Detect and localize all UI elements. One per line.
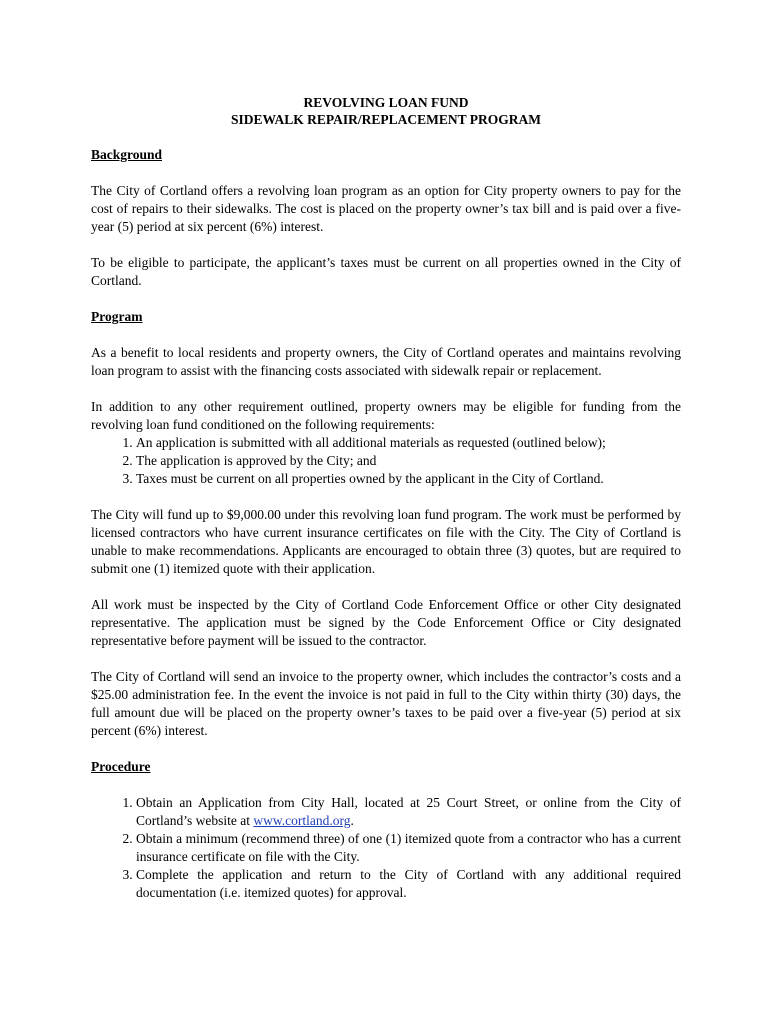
background-paragraph-1: The City of Cortland offers a revolving loan program as an option for City property owners to pay for the cost of repairs to their sidewalks. The cost is placed on the property owner’s tax bill and is paid over a five-year (5) period at six percent (6%) interest.: [91, 183, 681, 234]
list-item: [136, 794, 681, 830]
list-item: 3. Taxes must be current on all properties owned by the applicant in the City of Cortland.: [136, 470, 681, 488]
procedure-step1-text: Obtain an Application from City Hall, located at 25 Court Street, or online from the City of Cortland’s website at: [136, 795, 681, 828]
document-title-line2: SIDEWALK REPAIR/REPLACEMENT PROGRAM: [230, 112, 542, 127]
program-paragraph-2: In addition to any other requirement outlined, property owners may be eligible for funding from the revolving loan fund conditioned on the following requirements:: [91, 399, 681, 432]
procedure-step1-end: .: [350, 813, 354, 828]
document-page: [91, 94, 681, 902]
list-item: 2. The application is approved by the City; and: [136, 452, 681, 470]
program-paragraph-5: The City of Cortland will send an invoice to the property owner, which includes the contractor’s costs and a $25.00 administration fee. In the event the invoice is not paid in full to the City within thirty (30) days, the full amount due will be placed on the property owner’s taxes to be paid over a five-year (5) period at six percent (6%) interest.: [91, 669, 681, 738]
requirements-list: [91, 434, 681, 488]
background-heading: Background: [91, 147, 163, 162]
program-paragraph-4: All work must be inspected by the City of Cortland Code Enforcement Office or other City designated representative. The application must be signed by the Code Enforcement Office or City designated representative before payment will be issued to the contractor.: [91, 597, 681, 648]
procedure-list: [91, 794, 681, 902]
list-item: 2. Obtain a minimum (recommend three) of one (1) itemized quote from a contractor who has a current insurance certificate on file with the City.: [136, 830, 681, 866]
procedure-heading: Procedure: [91, 759, 151, 774]
program-paragraph-3: The City will fund up to $9,000.00 under this revolving loan fund program. The work must be performed by licensed contractors who have current insurance certificates on file with the City. The City of Cortland is unable to make recommendations. Applicants are encouraged to obtain three (3) quotes, but are required to submit one (1) itemized quote with their application.: [91, 507, 681, 576]
cortland-website-link[interactable]: www.cortland.org: [253, 813, 351, 828]
program-heading: Program: [91, 309, 143, 324]
list-item: 1. An application is submitted with all additional materials as requested (outlined below);: [136, 434, 681, 452]
background-paragraph-2: To be eligible to participate, the applicant’s taxes must be current on all properties owned in the City of Cortland.: [91, 255, 681, 288]
program-paragraph-1: As a benefit to local residents and property owners, the City of Cortland operates and maintains revolving loan program to assist with the financing costs associated with sidewalk repair or replacement.: [91, 345, 681, 378]
list-item: 3. Complete the application and return to the City of Cortland with any additional required documentation (i.e. itemized quotes) for approval.: [136, 866, 681, 902]
document-title-line1: REVOLVING LOAN FUND: [303, 95, 469, 110]
